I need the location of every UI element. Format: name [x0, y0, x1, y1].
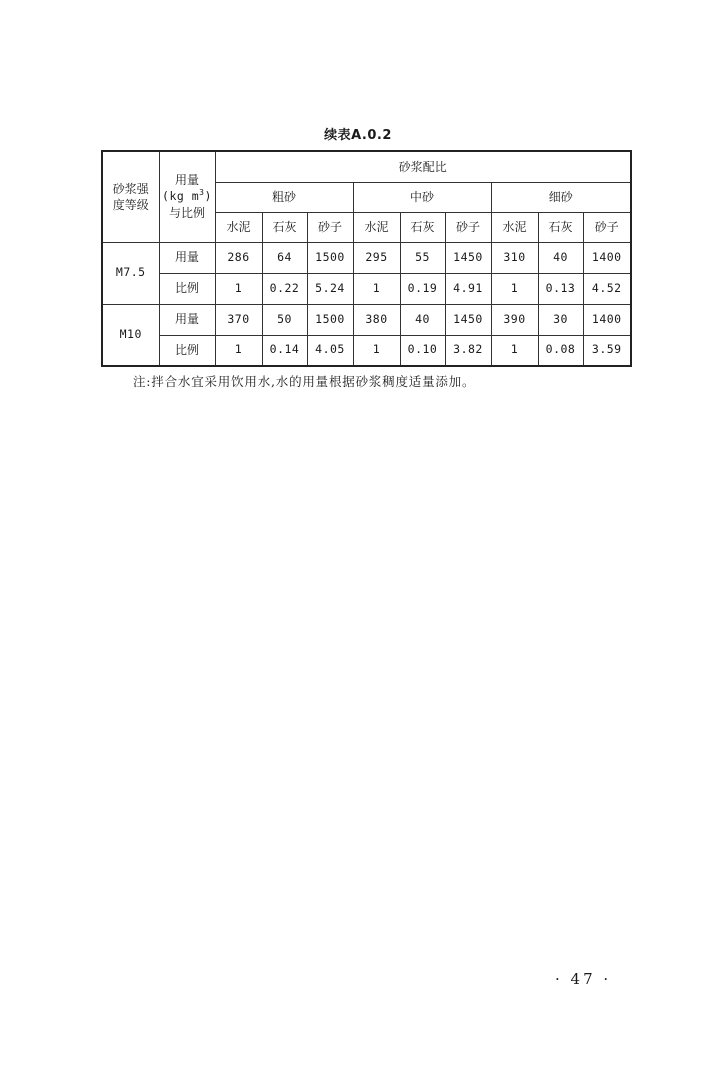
- table-cell: 0.22: [262, 273, 307, 304]
- sand-type-fine: 细砂: [491, 182, 631, 212]
- material-header: 砂子: [445, 212, 491, 242]
- table-cell: 1450: [445, 304, 491, 335]
- table-cell: 0.08: [538, 335, 583, 366]
- table-cell: 0.13: [538, 273, 583, 304]
- table-footnote: 注:拌合水宜采用饮用水,水的用量根据砂浆稠度适量添加。: [133, 374, 476, 389]
- table-row: [102, 242, 631, 273]
- grade-header: 砂浆强 度等级: [102, 151, 159, 242]
- table-cell: 40: [400, 304, 445, 335]
- table-cell: 1: [491, 273, 538, 304]
- material-header: 砂子: [307, 212, 353, 242]
- grade-cell: M7.5: [102, 242, 159, 304]
- table-cell: 5.24: [307, 273, 353, 304]
- table-cell: 1500: [307, 304, 353, 335]
- table-cell: 40: [538, 242, 583, 273]
- table-cell: 4.91: [445, 273, 491, 304]
- table-cell: 390: [491, 304, 538, 335]
- table-cell: 64: [262, 242, 307, 273]
- material-header: 砂子: [583, 212, 631, 242]
- table-cell: 0.19: [400, 273, 445, 304]
- table-cell: 3.59: [583, 335, 631, 366]
- mortar-mix-table: [101, 150, 632, 367]
- sand-type-coarse: 粗砂: [215, 182, 353, 212]
- material-header: 石灰: [400, 212, 445, 242]
- mix-ratio-header: 砂浆配比: [215, 151, 631, 182]
- material-header: 石灰: [262, 212, 307, 242]
- table-cell: 1: [215, 273, 262, 304]
- material-header: 石灰: [538, 212, 583, 242]
- table-cell: 1: [491, 335, 538, 366]
- row-label: 用量: [159, 242, 215, 273]
- table-caption: 续表A.0.2: [324, 128, 392, 143]
- material-header: 水泥: [215, 212, 262, 242]
- page-number: · 47 ·: [555, 970, 612, 988]
- table-cell: 3.82: [445, 335, 491, 366]
- table-cell: 1400: [583, 242, 631, 273]
- table-cell: 1450: [445, 242, 491, 273]
- table-cell: 4.52: [583, 273, 631, 304]
- row-label: 用量: [159, 304, 215, 335]
- table-cell: 0.14: [262, 335, 307, 366]
- row-label: 比例: [159, 335, 215, 366]
- usage-ratio-header: 用量 (kg $m^3$) 与比例: [159, 151, 215, 242]
- table-cell: 1500: [307, 242, 353, 273]
- table-cell: 370: [215, 304, 262, 335]
- material-header: 水泥: [353, 212, 400, 242]
- table-row: [102, 273, 631, 304]
- table-cell: 286: [215, 242, 262, 273]
- sand-type-medium: 中砂: [353, 182, 491, 212]
- table-cell: 4.05: [307, 335, 353, 366]
- table-cell: 380: [353, 304, 400, 335]
- material-header: 水泥: [491, 212, 538, 242]
- table-cell: 30: [538, 304, 583, 335]
- grade-cell: M10: [102, 304, 159, 366]
- table-cell: 295: [353, 242, 400, 273]
- table-cell: 0.10: [400, 335, 445, 366]
- table-cell: 1: [353, 335, 400, 366]
- table-cell: 55: [400, 242, 445, 273]
- table-cell: 310: [491, 242, 538, 273]
- table-row: [102, 335, 631, 366]
- table-cell: 1: [353, 273, 400, 304]
- table-cell: 1400: [583, 304, 631, 335]
- row-label: 比例: [159, 273, 215, 304]
- table-cell: 50: [262, 304, 307, 335]
- table-row: [102, 304, 631, 335]
- table-cell: 1: [215, 335, 262, 366]
